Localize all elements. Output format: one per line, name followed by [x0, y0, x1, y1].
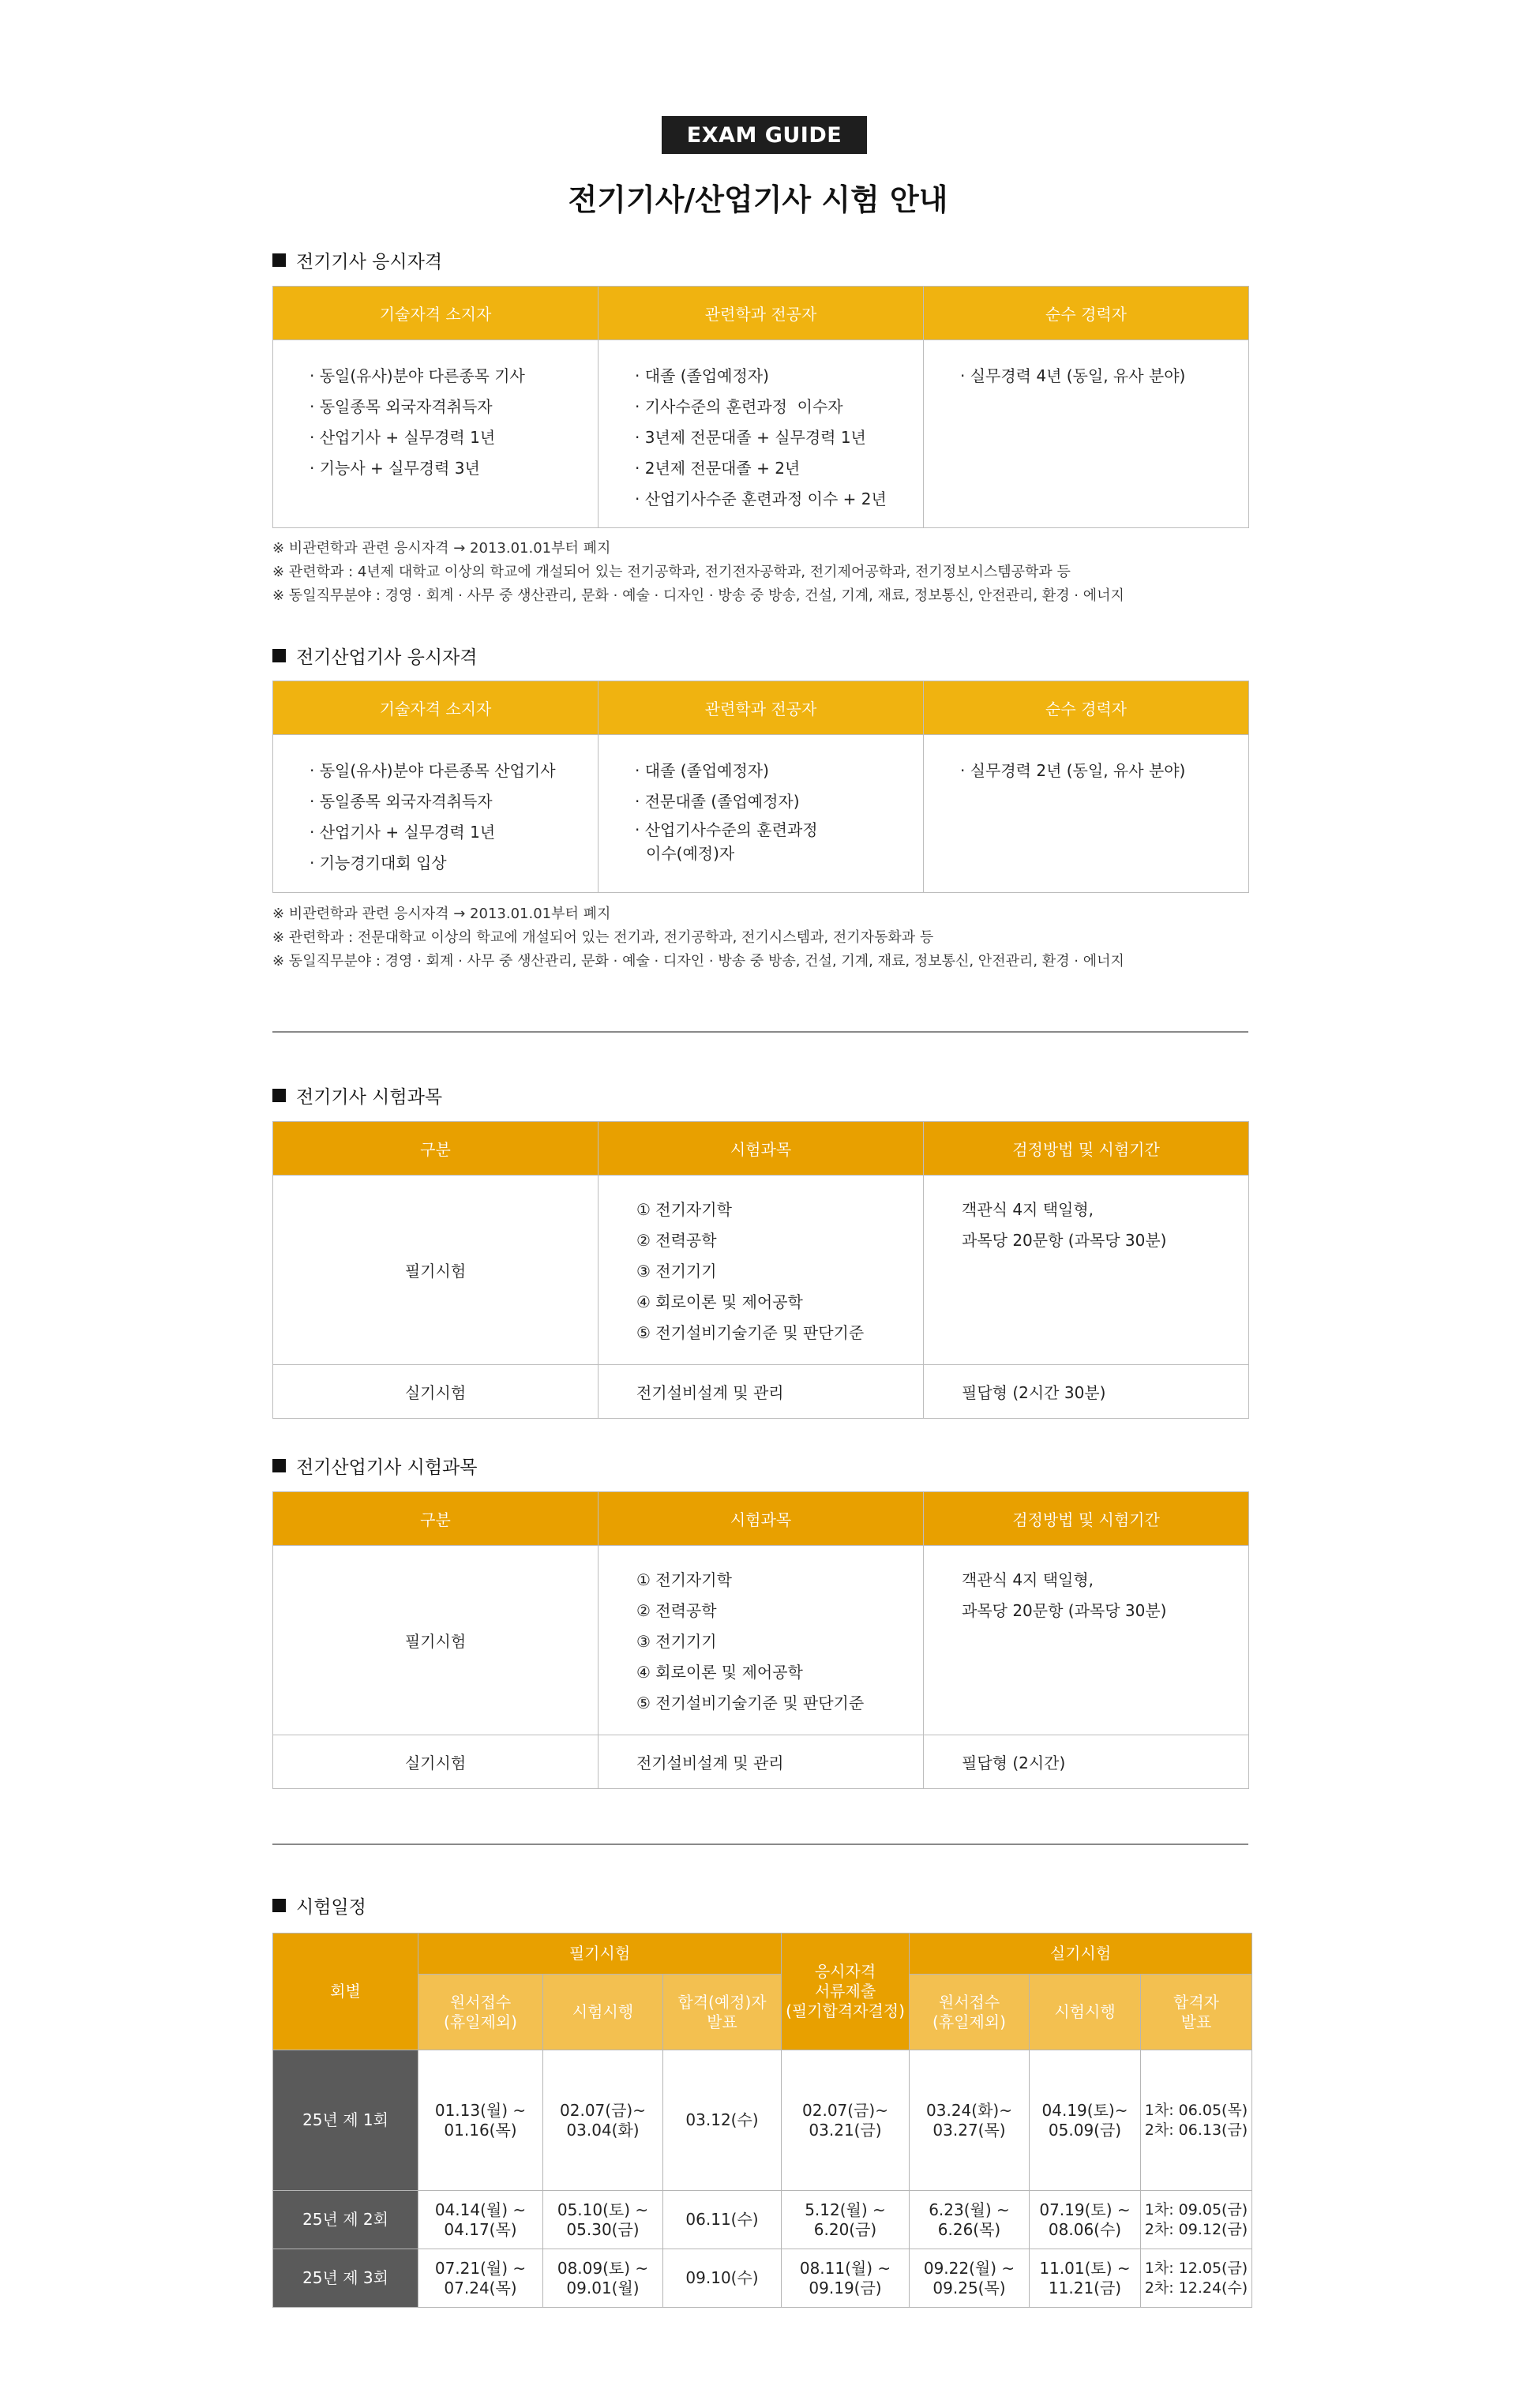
note-line: ※ 관련학과 : 4년제 대학교 이상의 학교에 개설되어 있는 전기공학과, 전기전자공학과, 전기제어공학과, 전기정보시스템공학과 등: [272, 564, 1071, 580]
practical-apply-cell: 6.23(월) ~ 6.26(목): [910, 2191, 1030, 2249]
practical-exam-method: 필답형 (2시간): [924, 1735, 1249, 1789]
column-header: 검정방법 및 시험기간: [924, 1492, 1249, 1546]
written-exam-date-header: 시험시행: [543, 1975, 663, 2050]
practical-exam-method: 필답형 (2시간 30분): [924, 1365, 1249, 1419]
practical-exam-subject: 전기설비설계 및 관리: [599, 1365, 924, 1419]
written-exam-cell: 08.09(토) ~ 09.01(월): [543, 2249, 663, 2308]
page-title: 전기기사/산업기사 시험 안내: [568, 182, 948, 217]
column-header: 순수 경력자: [924, 287, 1249, 340]
documents-cell: 5.12(월) ~ 6.20(금): [782, 2191, 910, 2249]
round-header: 회별: [273, 1934, 418, 2050]
note-line: ※ 비관련학과 관련 응시자격 → 2013.01.01부터 폐지: [272, 540, 611, 557]
note-line: ※ 비관련학과 관련 응시자격 → 2013.01.01부터 폐지: [272, 906, 611, 922]
square-bullet-icon: [272, 1899, 286, 1912]
practical-result-cell: 1차: 12.05(금) 2차: 12.24(수): [1141, 2249, 1252, 2308]
written-exam-label: 필기시험: [273, 1546, 599, 1735]
list-item: · 산업기사수준의 훈련과정: [635, 820, 818, 839]
written-exam-subjects: [599, 1176, 924, 1365]
round-cell: 25년 제 1회: [273, 2050, 418, 2191]
practical-exam-date-header: 시험시행: [1030, 1975, 1141, 2050]
subject-item: ⑤ 전기설비기술기준 및 판단기준: [636, 1323, 865, 1342]
note-line: ※ 관련학과 : 전문대학교 이상의 학교에 개설되어 있는 전기과, 전기공학과, 전기시스템과, 전기자동화과 등: [272, 929, 934, 946]
square-bullet-icon: [272, 1089, 286, 1102]
list-item: · 산업기사수준 훈련과정 이수 + 2년: [635, 489, 887, 508]
column-header: 구분: [273, 1492, 599, 1546]
written-exam-subjects: [599, 1546, 924, 1735]
column-header: 순수 경력자: [924, 681, 1249, 735]
written-result-cell: 03.12(수): [663, 2050, 782, 2191]
list-item: · 전문대졸 (졸업예정자): [635, 792, 800, 811]
subject-item: ② 전력공학: [636, 1231, 717, 1250]
section-divider: [272, 1844, 1248, 1845]
exam-schedule-table: [272, 1933, 1252, 2308]
practical-exam-cell: 07.19(토) ~ 08.06(수): [1030, 2191, 1141, 2249]
practical-exam-label: 실기시험: [273, 1735, 599, 1789]
list-item: · 동일종목 외국자격취득자: [310, 792, 493, 811]
qualification-cell-license: [273, 735, 599, 893]
subject-item: ② 전력공학: [636, 1601, 717, 1620]
list-item: · 산업기사 + 실무경력 1년: [310, 823, 496, 842]
section-heading-schedule: 시험일정: [272, 1893, 366, 1917]
practical-exam-cell: 04.19(토)~ 05.09(금): [1030, 2050, 1141, 2191]
column-header: 관련학과 전공자: [599, 681, 924, 735]
column-header: 관련학과 전공자: [599, 287, 924, 340]
written-apply-cell: 07.21(월) ~ 07.24(목): [418, 2249, 543, 2308]
section-divider: [272, 1031, 1248, 1033]
documents-header: 응시자격 서류제출 (필기합격자결정): [782, 1934, 910, 2050]
qualification-cell-major: [599, 735, 924, 893]
list-item: · 실무경력 4년 (동일, 유사 분야): [960, 366, 1186, 385]
qualification-table-industrial: [272, 681, 1249, 893]
practical-result-header: 합격자 발표: [1141, 1975, 1252, 2050]
written-exam-header: 필기시험: [418, 1934, 782, 1975]
list-item: · 동일(유사)분야 다른종목 산업기사: [310, 761, 556, 780]
note-line: ※ 동일직무분야 : 경영 · 회계 · 사무 중 생산관리, 문화 · 예술 · 디자인 · 방송 중 방송, 건설, 기계, 재료, 정보통신, 안전관리, 환경 · 에너지: [272, 587, 1124, 604]
list-item: · 실무경력 2년 (동일, 유사 분야): [960, 761, 1186, 780]
list-item: · 대졸 (졸업예정자): [635, 366, 769, 385]
exam-guide-badge: EXAM GUIDE: [662, 116, 867, 154]
subject-item: ① 전기자기학: [636, 1200, 732, 1219]
documents-cell: 02.07(금)~ 03.21(금): [782, 2050, 910, 2191]
list-item: · 대졸 (졸업예정자): [635, 761, 769, 780]
practical-result-cell: 1차: 06.05(목) 2차: 06.13(금): [1141, 2050, 1252, 2191]
practical-exam-header: 실기시험: [910, 1934, 1252, 1975]
round-cell: 25년 제 3회: [273, 2249, 418, 2308]
subject-item: ③ 전기기기: [636, 1632, 717, 1651]
column-header: 기술자격 소지자: [273, 681, 599, 735]
section-heading-qualification-industrial: 전기산업기사 응시자격: [272, 643, 478, 667]
practical-apply-header: 원서접수 (휴일제외): [910, 1975, 1030, 2050]
list-item: · 2년제 전문대졸 + 2년: [635, 459, 801, 478]
qualification-notes-industrial: [272, 902, 1124, 973]
practical-apply-cell: 03.24(화)~ 03.27(목): [910, 2050, 1030, 2191]
section-heading-qualification-engineer: 전기기사 응시자격: [272, 248, 442, 272]
list-item: 이수(예정)자: [646, 844, 735, 863]
written-apply-cell: 01.13(월) ~ 01.16(목): [418, 2050, 543, 2191]
column-header: 구분: [273, 1122, 599, 1176]
list-item: · 기능사 + 실무경력 3년: [310, 459, 480, 478]
square-bullet-icon: [272, 253, 286, 267]
list-item: · 동일(유사)분야 다른종목 기사: [310, 366, 525, 385]
qualification-table-engineer: [272, 286, 1249, 528]
subject-item: ④ 회로이론 및 제어공학: [636, 1663, 803, 1682]
subjects-table-engineer: [272, 1121, 1249, 1419]
qualification-cell-experience: [924, 340, 1249, 528]
practical-exam-cell: 11.01(토) ~ 11.21(금): [1030, 2249, 1141, 2308]
written-exam-method: 객관식 4지 택일형, 과목당 20문항 (과목당 30분): [924, 1176, 1249, 1365]
written-exam-cell: 05.10(토) ~ 05.30(금): [543, 2191, 663, 2249]
list-item: · 동일종목 외국자격취득자: [310, 397, 493, 416]
written-result-cell: 06.11(수): [663, 2191, 782, 2249]
practical-exam-label: 실기시험: [273, 1365, 599, 1419]
written-exam-cell: 02.07(금)~ 03.04(화): [543, 2050, 663, 2191]
list-item: · 3년제 전문대졸 + 실무경력 1년: [635, 428, 866, 447]
subject-item: ① 전기자기학: [636, 1570, 732, 1589]
practical-result-cell: 1차: 09.05(금) 2차: 09.12(금): [1141, 2191, 1252, 2249]
note-line: ※ 동일직무분야 : 경영 · 회계 · 사무 중 생산관리, 문화 · 예술 · 디자인 · 방송 중 방송, 건설, 기계, 재료, 정보통신, 안전관리, 환경 · 에너지: [272, 953, 1124, 970]
square-bullet-icon: [272, 1459, 286, 1472]
practical-exam-subject: 전기설비설계 및 관리: [599, 1735, 924, 1789]
written-apply-cell: 04.14(월) ~ 04.17(목): [418, 2191, 543, 2249]
section-heading-subjects-industrial: 전기산업기사 시험과목: [272, 1453, 478, 1477]
qualification-cell-experience: [924, 735, 1249, 893]
column-header: 시험과목: [599, 1122, 924, 1176]
subject-item: ③ 전기기기: [636, 1262, 717, 1281]
qualification-cell-major: [599, 340, 924, 528]
qualification-cell-license: [273, 340, 599, 528]
section-heading-subjects-engineer: 전기기사 시험과목: [272, 1083, 442, 1107]
written-result-cell: 09.10(수): [663, 2249, 782, 2308]
qualification-notes-engineer: [272, 537, 1124, 608]
subject-item: ⑤ 전기설비기술기준 및 판단기준: [636, 1693, 865, 1712]
documents-cell: 08.11(월) ~ 09.19(금): [782, 2249, 910, 2308]
column-header: 기술자격 소지자: [273, 287, 599, 340]
list-item: · 기능경기대회 입상: [310, 853, 447, 872]
table-row: [273, 2050, 1252, 2191]
subjects-table-industrial: [272, 1491, 1249, 1789]
list-item: · 기사수준의 훈련과정 이수자: [635, 397, 843, 416]
written-exam-label: 필기시험: [273, 1176, 599, 1365]
subject-item: ④ 회로이론 및 제어공학: [636, 1292, 803, 1311]
written-apply-header: 원서접수 (휴일제외): [418, 1975, 543, 2050]
table-row: [273, 2249, 1252, 2308]
column-header: 검정방법 및 시험기간: [924, 1122, 1249, 1176]
table-row: [273, 2191, 1252, 2249]
column-header: 시험과목: [599, 1492, 924, 1546]
written-exam-method: 객관식 4지 택일형, 과목당 20문항 (과목당 30분): [924, 1546, 1249, 1735]
list-item: · 산업기사 + 실무경력 1년: [310, 428, 496, 447]
practical-apply-cell: 09.22(월) ~ 09.25(목): [910, 2249, 1030, 2308]
round-cell: 25년 제 2회: [273, 2191, 418, 2249]
square-bullet-icon: [272, 649, 286, 662]
written-result-header: 합격(예정)자 발표: [663, 1975, 782, 2050]
